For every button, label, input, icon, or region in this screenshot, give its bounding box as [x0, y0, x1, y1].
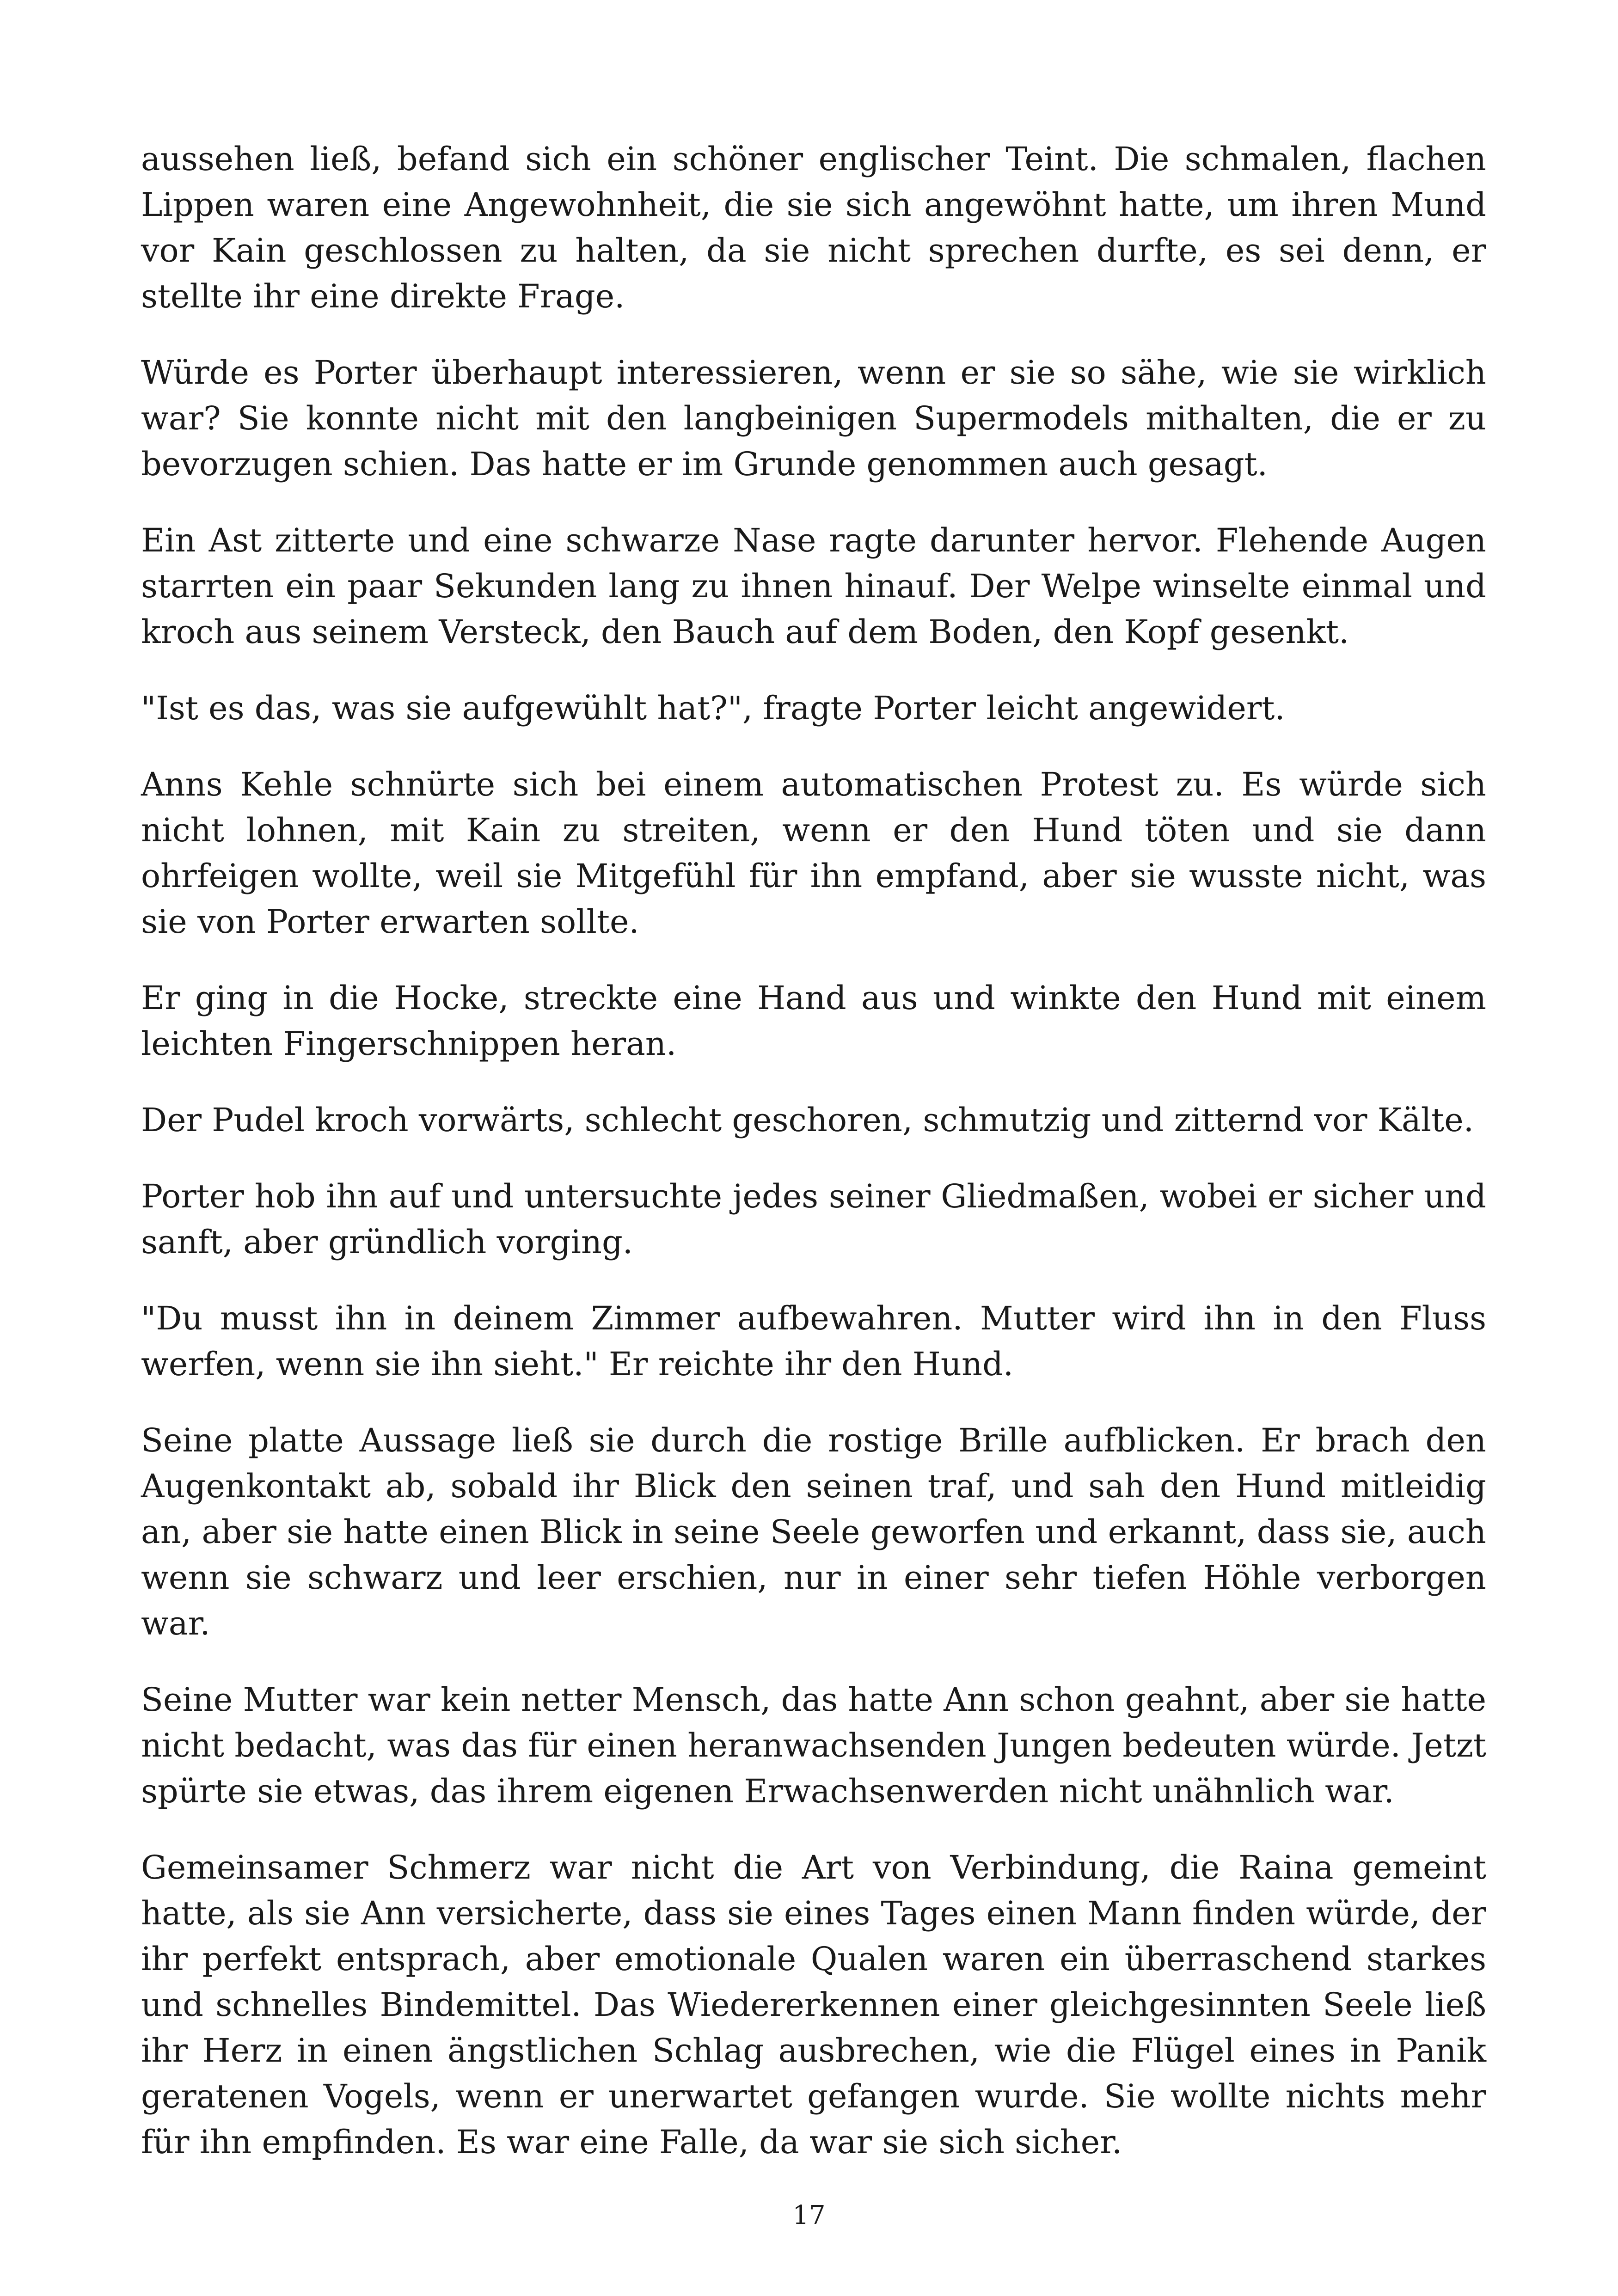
- paragraph: Würde es Porter überhaupt interessieren, wenn er sie so sähe, wie sie wirklich war? Sie konnte nicht mit den langbeinigen Supermodels mithalten, die er zu bevorzugen schien. Das hatte er im Grunde genommen auch gesagt.: [141, 354, 1486, 483]
- paragraph: aussehen ließ, befand sich ein schöner englischer Teint. Die schmalen, flachen Lippen waren eine Angewohnheit, die sie sich angewöhnt hatte, um ihren Mund vor Kain geschlossen zu halten, da sie nicht sprechen durfte, es sei denn, er stellte ihr eine direkte Frage.: [141, 140, 1486, 315]
- paragraph: "Du musst ihn in deinem Zimmer aufbewahren. Mutter wird ihn in den Fluss werfen, wenn sie ihn sieht." Er reichte ihr den Hund.: [141, 1299, 1486, 1383]
- paragraph: Der Pudel kroch vorwärts, schlecht geschoren, schmutzig und zitternd vor Kälte.: [141, 1101, 1474, 1139]
- paragraph: Porter hob ihn auf und untersuchte jedes seiner Gliedmaßen, wobei er sicher und sanft, aber gründlich vorging.: [141, 1177, 1486, 1261]
- paragraph: Anns Kehle schnürte sich bei einem automatischen Protest zu. Es würde sich nicht lohnen, mit Kain zu streiten, wenn er den Hund töten und sie dann ohrfeigen wollte, weil sie Mitgefühl für ihn empfand, aber sie wusste nicht, was sie von Porter erwarten sollte.: [141, 765, 1486, 941]
- paragraph: Seine platte Aussage ließ sie durch die rostige Brille aufblicken. Er brach den Augenkontakt ab, sobald ihr Blick den seinen traf, und sah den Hund mitleidig an, aber sie hatte einen Blick in seine Seele geworfen und erkannt, dass sie, auch wenn sie schwarz und leer erschien, nur in einer sehr tiefen Höhle verborgen war.: [141, 1421, 1486, 1642]
- paragraph: Ein Ast zitterte und eine schwarze Nase ragte darunter hervor. Flehende Augen starrten ein paar Sekunden lang zu ihnen hinauf. Der Welpe winselte einmal und kroch aus seinem Versteck, den Bauch auf dem Boden, den Kopf gesenkt.: [141, 521, 1486, 651]
- page-number: 17: [792, 2200, 826, 2230]
- paragraph: Gemeinsamer Schmerz war nicht die Art von Verbindung, die Raina gemeint hatte, als sie Ann versicherte, dass sie eines Tages einen Mann finden würde, der ihr perfekt entsprach, aber emotionale Qualen waren ein überraschend starkes und schnelles Bindemittel. Das Wiedererkennen einer gleichgesinnten Seele ließ ihr Herz in einen ängstlichen Schlag ausbrechen, wie die Flügel eines in Panik geratenen Vogels, wenn er unerwartet gefangen wurde. Sie wollte nichts mehr für ihn empfinden. Es war eine Falle, da war sie sich sicher.: [141, 1849, 1486, 2161]
- body-text: [141, 136, 1486, 2196]
- paragraph: "Ist es das, was sie aufgewühlt hat?", fragte Porter leicht angewidert.: [141, 689, 1285, 727]
- paragraph: Er ging in die Hocke, streckte eine Hand aus und winkte den Hund mit einem leichten Fingerschnippen heran.: [141, 979, 1486, 1063]
- paragraph: Seine Mutter war kein netter Mensch, das hatte Ann schon geahnt, aber sie hatte nicht bedacht, was das für einen heranwachsenden Jungen bedeuten würde. Jetzt spürte sie etwas, das ihrem eigenen Erwachsenwerden nicht unähnlich war.: [141, 1681, 1486, 1810]
